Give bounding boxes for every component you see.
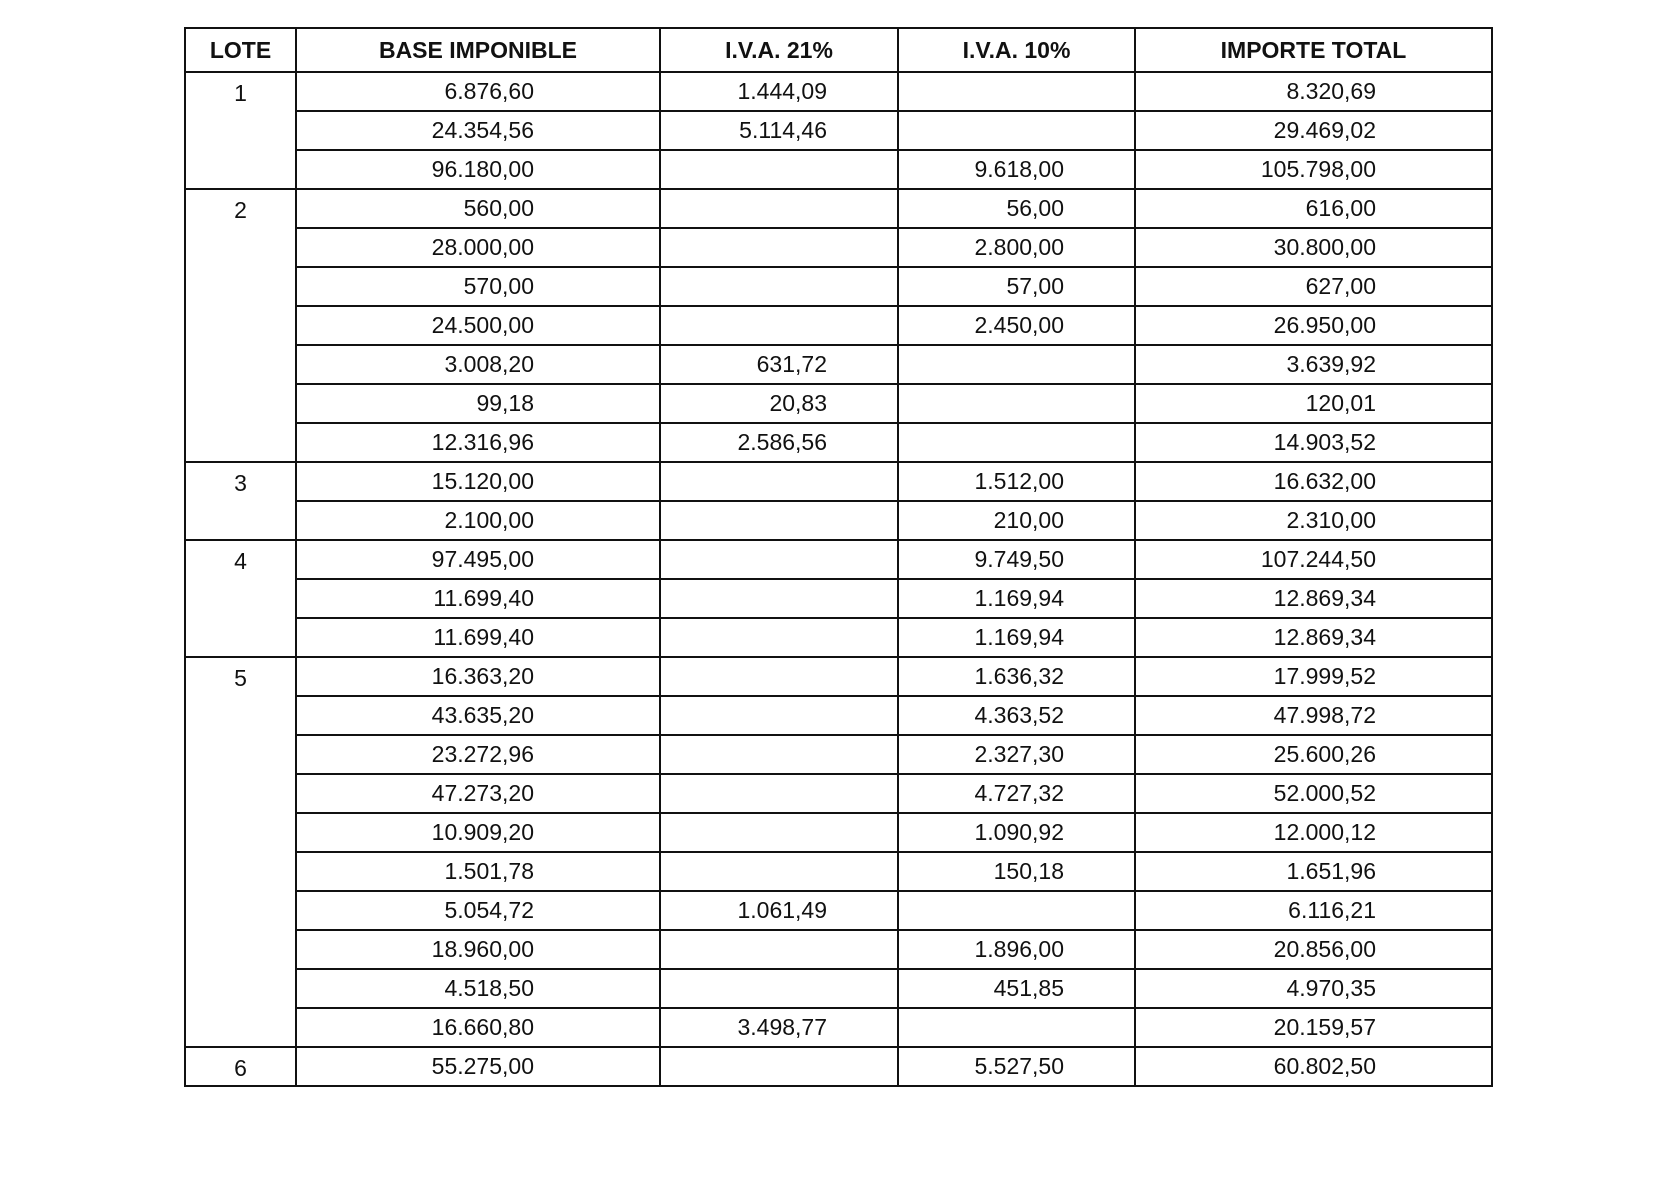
table-row (185, 228, 1492, 267)
importe-total-cell: 8.320,69 (1135, 72, 1492, 111)
base-imponible-cell: 5.054,72 (296, 891, 660, 930)
importe-total-cell: 6.116,21 (1135, 891, 1492, 930)
importe-total-cell: 20.856,00 (1135, 930, 1492, 969)
base-imponible-cell: 97.495,00 (296, 540, 660, 579)
iva-10-cell: 1.512,00 (898, 462, 1135, 501)
base-imponible-cell: 28.000,00 (296, 228, 660, 267)
iva-10-cell: 4.363,52 (898, 696, 1135, 735)
iva-21-cell (660, 462, 898, 501)
base-imponible-cell: 560,00 (296, 189, 660, 228)
table-row (185, 891, 1492, 930)
iva-21-cell: 20,83 (660, 384, 898, 423)
table-header (185, 28, 1492, 72)
iva-10-cell: 56,00 (898, 189, 1135, 228)
iva-21-cell (660, 930, 898, 969)
iva-10-cell: 1.636,32 (898, 657, 1135, 696)
importe-total-cell: 616,00 (1135, 189, 1492, 228)
iva-10-cell: 2.450,00 (898, 306, 1135, 345)
table-row (185, 111, 1492, 150)
base-imponible-cell: 43.635,20 (296, 696, 660, 735)
iva-21-cell: 1.061,49 (660, 891, 898, 930)
iva-10-cell: 150,18 (898, 852, 1135, 891)
table-row (185, 852, 1492, 891)
header-base-imponible: BASE IMPONIBLE (296, 28, 660, 72)
base-imponible-cell: 6.876,60 (296, 72, 660, 111)
header-iva-10: I.V.A. 10% (898, 28, 1135, 72)
table-row (185, 540, 1492, 579)
iva-10-cell: 210,00 (898, 501, 1135, 540)
importe-total-cell: 105.798,00 (1135, 150, 1492, 189)
table-row (185, 1047, 1492, 1086)
importe-total-cell: 16.632,00 (1135, 462, 1492, 501)
iva-10-cell: 57,00 (898, 267, 1135, 306)
iva-21-cell (660, 696, 898, 735)
lote-cell: 5 (185, 657, 296, 1047)
iva-10-cell (898, 1008, 1135, 1047)
iva-10-cell (898, 891, 1135, 930)
importe-total-cell: 26.950,00 (1135, 306, 1492, 345)
table-row (185, 345, 1492, 384)
lots-table (184, 27, 1493, 1087)
table-row (185, 150, 1492, 189)
base-imponible-cell: 2.100,00 (296, 501, 660, 540)
table-row (185, 735, 1492, 774)
table-body (185, 72, 1492, 1086)
importe-total-cell: 120,01 (1135, 384, 1492, 423)
lote-cell: 1 (185, 72, 296, 189)
importe-total-cell: 12.869,34 (1135, 618, 1492, 657)
base-imponible-cell: 1.501,78 (296, 852, 660, 891)
iva-10-cell (898, 72, 1135, 111)
iva-10-cell: 451,85 (898, 969, 1135, 1008)
iva-10-cell (898, 423, 1135, 462)
iva-10-cell: 1.169,94 (898, 579, 1135, 618)
iva-21-cell (660, 969, 898, 1008)
iva-21-cell (660, 267, 898, 306)
header-lote: LOTE (185, 28, 296, 72)
base-imponible-cell: 11.699,40 (296, 579, 660, 618)
base-imponible-cell: 3.008,20 (296, 345, 660, 384)
table-row (185, 423, 1492, 462)
base-imponible-cell: 47.273,20 (296, 774, 660, 813)
table-row (185, 579, 1492, 618)
iva-21-cell (660, 618, 898, 657)
iva-21-cell (660, 540, 898, 579)
base-imponible-cell: 99,18 (296, 384, 660, 423)
base-imponible-cell: 23.272,96 (296, 735, 660, 774)
table-row (185, 462, 1492, 501)
table-row (185, 618, 1492, 657)
base-imponible-cell: 15.120,00 (296, 462, 660, 501)
table-row (185, 72, 1492, 111)
iva-10-cell: 1.169,94 (898, 618, 1135, 657)
iva-21-cell (660, 228, 898, 267)
iva-21-cell (660, 813, 898, 852)
importe-total-cell: 3.639,92 (1135, 345, 1492, 384)
iva-10-cell: 1.896,00 (898, 930, 1135, 969)
importe-total-cell: 29.469,02 (1135, 111, 1492, 150)
iva-10-cell (898, 345, 1135, 384)
header-importe-total: IMPORTE TOTAL (1135, 28, 1492, 72)
iva-21-cell: 2.586,56 (660, 423, 898, 462)
iva-10-cell: 9.618,00 (898, 150, 1135, 189)
base-imponible-cell: 10.909,20 (296, 813, 660, 852)
base-imponible-cell: 55.275,00 (296, 1047, 660, 1086)
table-row (185, 189, 1492, 228)
importe-total-cell: 12.000,12 (1135, 813, 1492, 852)
iva-10-cell: 9.749,50 (898, 540, 1135, 579)
iva-10-cell: 1.090,92 (898, 813, 1135, 852)
importe-total-cell: 14.903,52 (1135, 423, 1492, 462)
base-imponible-cell: 11.699,40 (296, 618, 660, 657)
importe-total-cell: 52.000,52 (1135, 774, 1492, 813)
iva-21-cell: 3.498,77 (660, 1008, 898, 1047)
table-row (185, 813, 1492, 852)
base-imponible-cell: 12.316,96 (296, 423, 660, 462)
importe-total-cell: 30.800,00 (1135, 228, 1492, 267)
importe-total-cell: 20.159,57 (1135, 1008, 1492, 1047)
iva-21-cell (660, 735, 898, 774)
iva-10-cell: 5.527,50 (898, 1047, 1135, 1086)
importe-total-cell: 17.999,52 (1135, 657, 1492, 696)
iva-21-cell (660, 150, 898, 189)
iva-10-cell (898, 111, 1135, 150)
lote-cell: 2 (185, 189, 296, 462)
iva-21-cell (660, 189, 898, 228)
iva-21-cell (660, 306, 898, 345)
iva-10-cell (898, 384, 1135, 423)
importe-total-cell: 2.310,00 (1135, 501, 1492, 540)
table-row (185, 774, 1492, 813)
lote-cell: 4 (185, 540, 296, 657)
iva-10-cell: 4.727,32 (898, 774, 1135, 813)
importe-total-cell: 60.802,50 (1135, 1047, 1492, 1086)
base-imponible-cell: 570,00 (296, 267, 660, 306)
table-row (185, 969, 1492, 1008)
header-row (185, 28, 1492, 72)
table-row (185, 657, 1492, 696)
importe-total-cell: 627,00 (1135, 267, 1492, 306)
importe-total-cell: 4.970,35 (1135, 969, 1492, 1008)
header-iva-21: I.V.A. 21% (660, 28, 898, 72)
base-imponible-cell: 96.180,00 (296, 150, 660, 189)
table-row (185, 696, 1492, 735)
lote-cell: 3 (185, 462, 296, 540)
table-row (185, 267, 1492, 306)
importe-total-cell: 25.600,26 (1135, 735, 1492, 774)
base-imponible-cell: 16.660,80 (296, 1008, 660, 1047)
iva-21-cell (660, 774, 898, 813)
base-imponible-cell: 24.354,56 (296, 111, 660, 150)
iva-21-cell (660, 852, 898, 891)
lote-cell: 6 (185, 1047, 296, 1086)
iva-21-cell: 5.114,46 (660, 111, 898, 150)
iva-21-cell (660, 657, 898, 696)
base-imponible-cell: 18.960,00 (296, 930, 660, 969)
iva-10-cell: 2.327,30 (898, 735, 1135, 774)
importe-total-cell: 1.651,96 (1135, 852, 1492, 891)
importe-total-cell: 47.998,72 (1135, 696, 1492, 735)
iva-21-cell (660, 579, 898, 618)
table-row (185, 501, 1492, 540)
table-row (185, 384, 1492, 423)
importe-total-cell: 12.869,34 (1135, 579, 1492, 618)
importe-total-cell: 107.244,50 (1135, 540, 1492, 579)
iva-21-cell (660, 501, 898, 540)
base-imponible-cell: 4.518,50 (296, 969, 660, 1008)
iva-21-cell: 1.444,09 (660, 72, 898, 111)
table-row (185, 1008, 1492, 1047)
iva-10-cell: 2.800,00 (898, 228, 1135, 267)
iva-21-cell (660, 1047, 898, 1086)
base-imponible-cell: 24.500,00 (296, 306, 660, 345)
base-imponible-cell: 16.363,20 (296, 657, 660, 696)
table-row (185, 930, 1492, 969)
iva-21-cell: 631,72 (660, 345, 898, 384)
table-row (185, 306, 1492, 345)
